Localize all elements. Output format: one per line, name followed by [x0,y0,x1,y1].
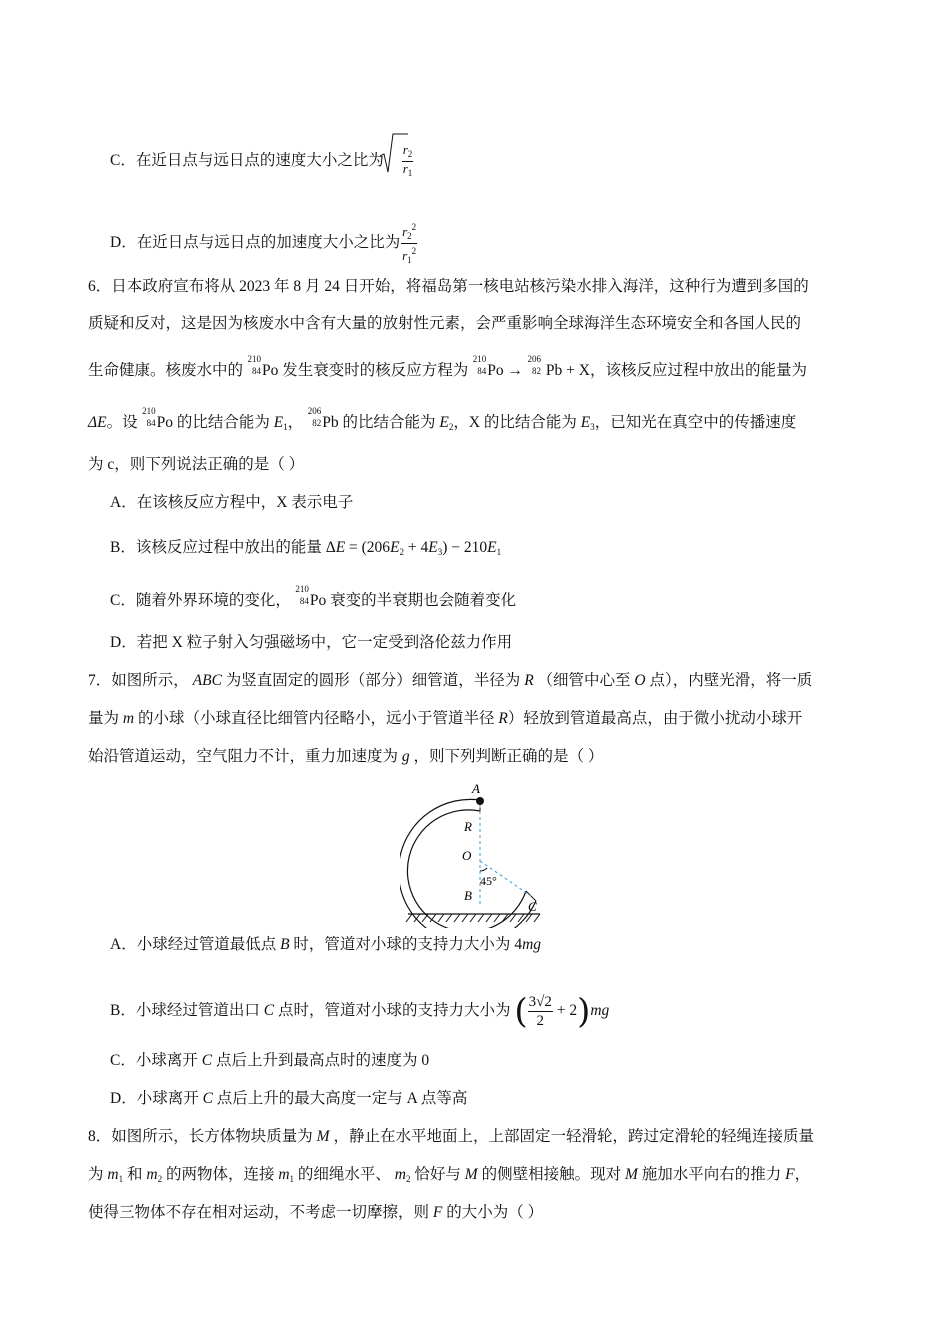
q7-option-a: A．小球经过管道最低点 B 时，管道对小球的支持力大小为 4mg [110,936,542,953]
accel-ratio-fraction: $\frac{r_2^2}{r_1^2}$ [402,222,417,265]
label-o: O [462,848,472,863]
q6-option-d: D．若把 X 粒子射入匀强磁场中，它一定受到洛伦兹力作用 [110,634,513,651]
q6-option-c: C．随着外界环境的变化， 210 84 Po 衰变的半衰期也会随着变化 [110,584,517,609]
q6-stem-line1: 6．日本政府宣布将从 2023 年 8 月 24 日开始，将福岛第一核电站核污染水排入海洋，这种行为遭到多国的 [88,278,809,295]
label-a: A [472,781,480,796]
q6-stem-line2: 质疑和反对，这是因为核废水中含有大量的放射性元素，会严重影响全球海洋生态环境安全和各国人民的 [88,315,802,332]
q6-stem-line4: ΔE。设 210 84 Po 的比结合能为 $E_1$， 206 82 Pb 的比结合能为 $E_2$，X 的比结合能为 $E_3$，已知光在真空中的传播速度 [88,406,797,432]
q7-option-d: D．小球离开 C 点后上升的最大高度一定与 A 点等高 [110,1090,468,1107]
sqrt-ratio-r2-r1: $\frac{r_2}{r_1}$ [384,143,414,180]
label-r: R [464,819,472,834]
q5-option-c: C．在近日点与远日点的速度大小之比为 $\frac{r_2}{r_1}$ [110,143,413,180]
sqrt-icon [378,132,408,174]
q8-stem-line2: 为 $m_1$ 和 $m_2$ 的两物体，连接 $m_1$ 的细绳水平、 $m_2$ 恰好与 M 的侧壁相接触。现对 M 施加水平向右的推力 F， [88,1166,811,1184]
label-b: B [464,888,472,903]
q7-stem-line3: 始沿管道运动，空气阻力不计，重力加速度为 g ，则下列判断正确的是（ ） [88,748,604,765]
label-angle: 45° [480,874,497,888]
q6-stem-line5: 为 c，则下列说法正确的是（ ） [88,456,305,473]
q6-option-b: B．该核反应过程中放出的能量 $\Delta E = (206E_2 + 4E_3) - 210E_1$ [110,539,502,557]
q8-stem-line3: 使得三物体不存在相对运动，不考虑一切摩擦，则 F 的大小为（ ） [88,1204,544,1221]
q8-stem-line1: 8．如图所示，长方体物块质量为 M ，静止在水平地面上，上部固定一轻滑轮，跨过定滑轮的轻绳连接质量 [88,1128,814,1145]
q6-option-a: A．在该核反应方程中，X 表示电子 [110,494,354,511]
q7-figure-pipe-diagram [400,778,550,928]
label-c: C [528,899,537,914]
q5-option-d: D．在近日点与远日点的加速度大小之比为 $\frac{r_2^2}{r_1^2}$ [110,222,417,265]
q7-option-b: B．小球经过管道出口 C 点时，管道对小球的支持力大小为 ( $\frac{3√2}{2}$ + 2)mg [110,991,610,1032]
q7-stem-line1: 7．如图所示， ABC 为竖直固定的圆形（部分）细管道，半径为 R （细管中心至 O 点），内壁光滑，将一质 [88,672,813,689]
q7-option-c: C．小球离开 C 点后上升到最高点时的速度为 0 [110,1052,430,1069]
ball-icon [476,797,484,805]
q7-stem-line2: 量为 m 的小球（小球直径比细管内径略小，远小于管道半径 R）轻放到管道最高点，由于微小扰动小球开 [88,710,803,727]
q6-stem-line3: 生命健康。核废水中的 210 84 Po 发生衰变时的核反应方程为 210 84 Po → 206 82 Pb + X，该核反应过程中放出的能量为 [88,354,807,379]
angle-arc [480,868,487,871]
